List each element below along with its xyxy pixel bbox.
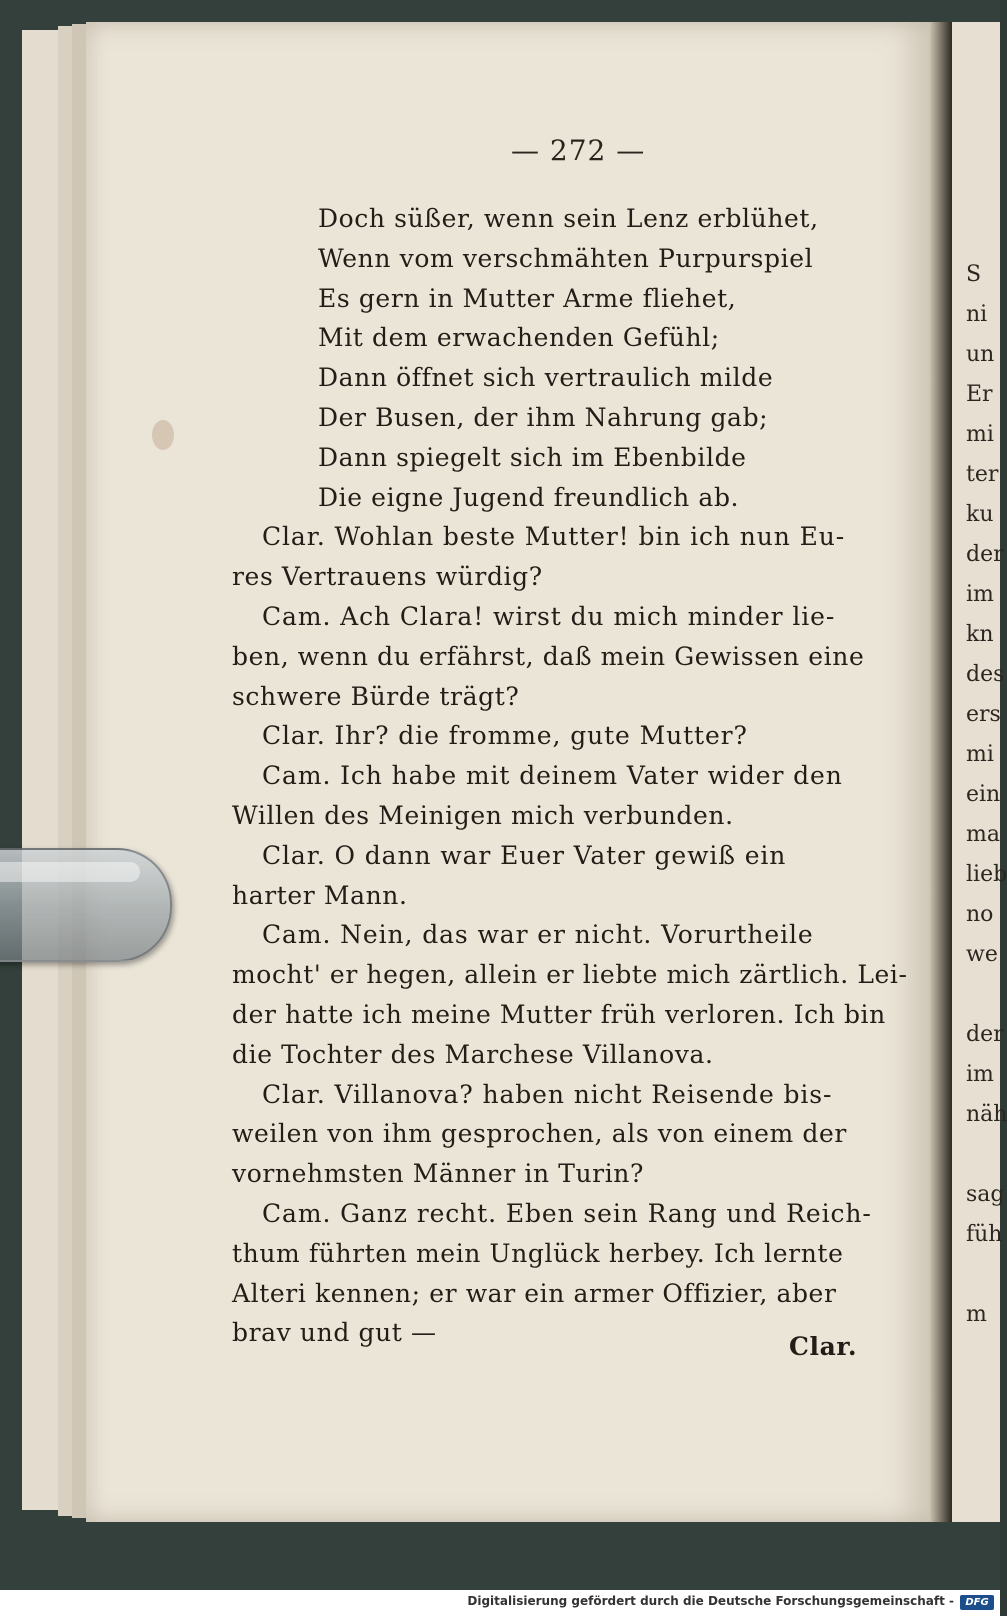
next-page-fragment: ein <box>966 782 1001 807</box>
text-line: der hatte ich meine Mutter früh verloren. Ich bin <box>232 1000 886 1029</box>
next-page-fragment: m <box>966 1302 987 1327</box>
text-line: die Tochter des Marchese Villanova. <box>232 1039 714 1069</box>
glass-clip <box>0 848 172 962</box>
text-line: Der Busen, der ihm Nahrung gab; <box>318 403 769 432</box>
text-line: ben, wenn du erfährst, daß mein Gewissen eine <box>232 641 865 671</box>
next-page-fragment: ers <box>966 702 1001 727</box>
next-page-fragment: kn <box>966 622 994 647</box>
book-gutter <box>930 22 952 1522</box>
next-page-fragment: des <box>966 662 1005 687</box>
next-page-fragment: S <box>966 262 982 287</box>
footer-bar <box>0 1590 1000 1616</box>
next-page-fragment: un <box>966 342 995 367</box>
next-page-fragment: Er <box>966 382 993 407</box>
text-line: Die eigne Jugend freundlich ab. <box>318 482 740 512</box>
text-line: brav und gut — <box>232 1318 437 1348</box>
next-page-fragment: lieb <box>966 862 1007 887</box>
next-page-fragment: no <box>966 902 994 927</box>
next-page-fragment: füh <box>966 1222 1003 1247</box>
next-page-fragment: ter <box>966 462 999 487</box>
glass-clip-highlight <box>0 862 140 882</box>
next-page-fragment: im <box>966 1062 994 1087</box>
dfg-logo-icon: DFG <box>960 1595 994 1610</box>
text-line: Mit dem erwachenden Gefühl; <box>318 323 720 353</box>
text-line: Cam. Ganz recht. Eben sein Rang und Reich- <box>262 1199 872 1228</box>
text-line: Clar. Ihr? die fromme, gute Mutter? <box>262 721 748 751</box>
text-line: thum führten mein Unglück herbey. Ich lernte <box>232 1238 844 1268</box>
text-line: schwere Bürde trägt? <box>232 681 520 711</box>
text-line: harter Mann. <box>232 880 408 910</box>
text-line: Clar. Wohlan beste Mutter! bin ich nun Eu- <box>262 522 846 552</box>
next-page-fragment: sag <box>966 1182 1005 1207</box>
text-line: Wenn vom verschmähten Purpurspiel <box>318 243 814 273</box>
text-line: weilen von ihm gesprochen, als von einem der <box>232 1119 847 1149</box>
next-page-fragment: we <box>966 942 998 967</box>
catchword: Clar. <box>789 1332 858 1361</box>
next-page-fragment: mi <box>966 742 994 767</box>
next-page-fragment: im <box>966 582 994 607</box>
text-line: Clar. Villanova? haben nicht Reisende bis- <box>262 1079 833 1109</box>
text-line: Doch süßer, wenn sein Lenz erblühet, <box>318 204 819 233</box>
text-line: mocht' er hegen, allein er liebte mich zärtlich. Lei- <box>232 960 908 990</box>
text-line: Cam. Nein, das war er nicht. Vorurtheile <box>262 920 814 950</box>
next-page-fragment: mi <box>966 422 994 447</box>
next-page-edge <box>952 22 1007 1522</box>
text-line: Cam. Ich habe mit deinem Vater wider den <box>262 761 843 791</box>
text-line: Dann spiegelt sich im Ebenbilde <box>318 442 747 472</box>
next-page-fragment: der <box>966 1022 1004 1047</box>
next-page-fragment: ma <box>966 822 1000 847</box>
next-page-fragment: ku <box>966 502 994 527</box>
text-line: Willen des Meinigen mich verbunden. <box>232 801 734 830</box>
footer-credit: Digitalisierung gefördert durch die Deutsche Forschungsgemeinschaft - <box>467 1594 954 1608</box>
next-page-fragment: ni <box>966 302 988 327</box>
next-page-fragment: näh <box>966 1102 1007 1127</box>
text-line: Cam. Ach Clara! wirst du mich minder lie- <box>262 602 836 631</box>
book-page <box>86 22 930 1522</box>
page-number: — 272 — <box>511 134 646 167</box>
text-line: res Vertrauens würdig? <box>232 562 543 592</box>
text-line: Es gern in Mutter Arme fliehet, <box>318 283 737 313</box>
text-line: Clar. O dann war Euer Vater gewiß ein <box>262 840 787 870</box>
text-line: Dann öffnet sich vertraulich milde <box>318 363 774 393</box>
text-line: Alteri kennen; er war ein armer Offizier, aber <box>232 1278 837 1308</box>
text-line: vornehmsten Männer in Turin? <box>232 1159 645 1189</box>
page-edge <box>72 24 86 1518</box>
next-page-fragment: der <box>966 542 1004 567</box>
